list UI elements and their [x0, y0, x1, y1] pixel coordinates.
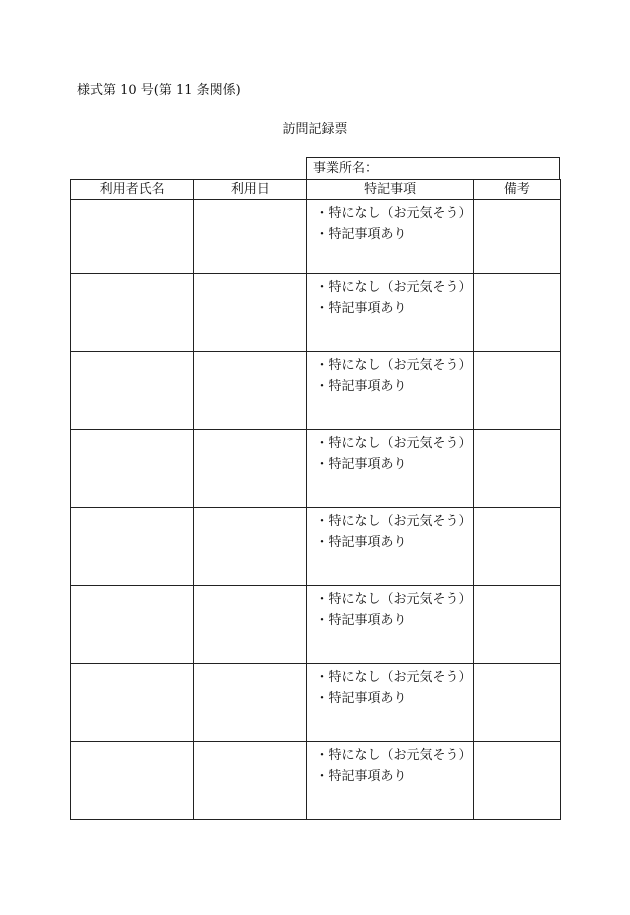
remarks-cell[interactable] — [473, 508, 560, 586]
option-has-notes[interactable]: ・特記事項あり — [315, 301, 407, 316]
remarks-cell[interactable] — [473, 274, 560, 352]
table-row — [71, 586, 561, 664]
remarks-cell[interactable] — [473, 586, 560, 664]
option-has-notes[interactable]: ・特記事項あり — [315, 535, 407, 550]
notes-cell[interactable] — [307, 274, 473, 352]
notes-cell[interactable] — [307, 430, 473, 508]
table-row — [71, 664, 561, 742]
date-cell[interactable] — [194, 352, 307, 430]
option-has-notes[interactable]: ・特記事項あり — [315, 379, 407, 394]
office-name-field[interactable] — [306, 157, 560, 179]
document-title: 訪問記録票 — [282, 122, 348, 137]
header-date: 利用日 — [194, 180, 307, 200]
notes-cell[interactable] — [307, 508, 473, 586]
table-header-row — [71, 180, 561, 200]
header-user-name: 利用者氏名 — [71, 180, 194, 200]
option-no-issues[interactable]: ・特になし（お元気そう） — [315, 748, 472, 763]
visit-records-table — [70, 179, 561, 820]
remarks-cell[interactable] — [473, 664, 560, 742]
user-name-cell[interactable] — [71, 586, 194, 664]
user-name-cell[interactable] — [71, 664, 194, 742]
table-row — [71, 352, 561, 430]
notes-cell[interactable] — [307, 352, 473, 430]
table-row — [71, 508, 561, 586]
option-has-notes[interactable]: ・特記事項あり — [315, 691, 407, 706]
header-remarks: 備考 — [473, 180, 560, 200]
option-no-issues[interactable]: ・特になし（お元気そう） — [315, 592, 472, 607]
option-no-issues[interactable]: ・特になし（お元気そう） — [315, 206, 472, 221]
option-has-notes[interactable]: ・特記事項あり — [315, 613, 407, 628]
date-cell[interactable] — [194, 508, 307, 586]
user-name-cell[interactable] — [71, 200, 194, 274]
remarks-cell[interactable] — [473, 200, 560, 274]
date-cell[interactable] — [194, 742, 307, 820]
header-notes: 特記事項 — [307, 180, 473, 200]
table-row — [71, 430, 561, 508]
form-number: 様式第 10 号(第 11 条関係) — [77, 83, 241, 98]
option-has-notes[interactable]: ・特記事項あり — [315, 227, 407, 242]
user-name-cell[interactable] — [71, 430, 194, 508]
date-cell[interactable] — [194, 664, 307, 742]
option-has-notes[interactable]: ・特記事項あり — [315, 457, 407, 472]
user-name-cell[interactable] — [71, 352, 194, 430]
table-row — [71, 742, 561, 820]
date-cell[interactable] — [194, 430, 307, 508]
date-cell[interactable] — [194, 586, 307, 664]
option-no-issues[interactable]: ・特になし（お元気そう） — [315, 436, 472, 451]
option-no-issues[interactable]: ・特になし（お元気そう） — [315, 280, 472, 295]
date-cell[interactable] — [194, 274, 307, 352]
remarks-cell[interactable] — [473, 742, 560, 820]
notes-cell[interactable] — [307, 586, 473, 664]
date-cell[interactable] — [194, 200, 307, 274]
user-name-cell[interactable] — [71, 742, 194, 820]
option-no-issues[interactable]: ・特になし（お元気そう） — [315, 514, 472, 529]
table-row — [71, 200, 561, 274]
notes-cell[interactable] — [307, 664, 473, 742]
notes-cell[interactable] — [307, 200, 473, 274]
remarks-cell[interactable] — [473, 352, 560, 430]
user-name-cell[interactable] — [71, 508, 194, 586]
option-no-issues[interactable]: ・特になし（お元気そう） — [315, 670, 472, 685]
user-name-cell[interactable] — [71, 274, 194, 352]
table-row — [71, 274, 561, 352]
option-no-issues[interactable]: ・特になし（お元気そう） — [315, 358, 472, 373]
remarks-cell[interactable] — [473, 430, 560, 508]
notes-cell[interactable] — [307, 742, 473, 820]
office-name-label: 事業所名： — [313, 161, 379, 176]
option-has-notes[interactable]: ・特記事項あり — [315, 769, 407, 784]
